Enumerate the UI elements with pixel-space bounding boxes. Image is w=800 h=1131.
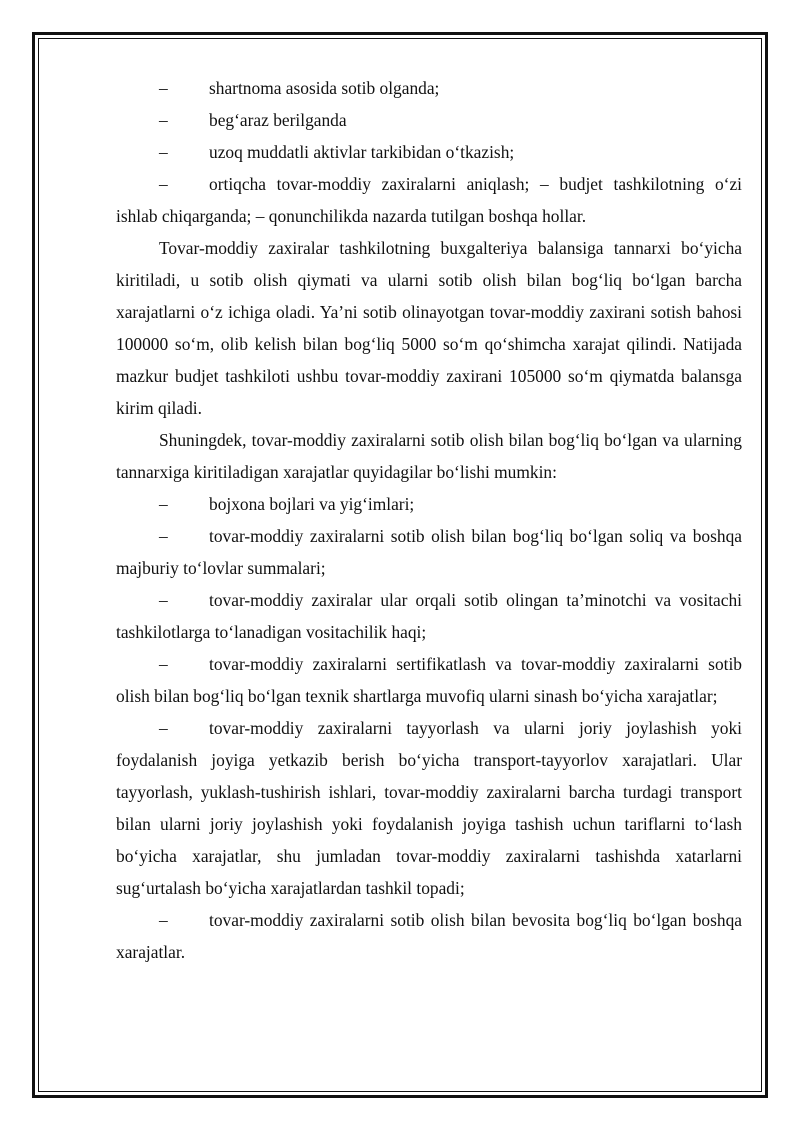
dash-bullet: – xyxy=(159,718,168,738)
list-item-text: ortiqcha tovar-moddiy zaxiralarni aniqlash; – budjet tashkilotning o‘zi ishlab chiqarganda; – qonunchilikda nazarda tutilgan boshqa hollar. xyxy=(116,174,742,226)
document-body xyxy=(116,72,742,968)
list-item-text: shartnoma asosida sotib olganda; xyxy=(209,78,440,98)
list-item xyxy=(116,520,742,584)
dash-bullet: – xyxy=(159,110,168,130)
dash-bullet: – xyxy=(159,910,168,930)
dash-bullet: – xyxy=(159,174,168,194)
list-item-text: beg‘araz berilganda xyxy=(209,110,347,130)
dash-bullet: – xyxy=(159,494,168,514)
dash-bullet: – xyxy=(159,142,168,162)
list-item xyxy=(116,712,742,904)
list-item xyxy=(116,104,742,136)
list-item-text: uzoq muddatli aktivlar tarkibidan o‘tkazish; xyxy=(209,142,515,162)
list-item-text: tovar-moddiy zaxiralarni sotib olish bilan bog‘liq bo‘lgan soliq va boshqa majburiy to‘lovlar summalari; xyxy=(116,526,742,578)
list-item xyxy=(116,168,742,232)
list-item-text: tovar-moddiy zaxiralarni sotib olish bilan bevosita bog‘liq bo‘lgan boshqa xarajatlar. xyxy=(116,910,742,962)
list-item-text: tovar-moddiy zaxiralarni tayyorlash va ularni joriy joylashish yoki foydalanish joyiga yetkazib berish bo‘yicha transport-tayyorlov xarajatlari. Ular tayyorlash, yuklash-tushirish ishlari, tovar-moddiy zaxiralarni barcha turdagi transport bilan ularni joriy joylashish yoki foydalanish joyiga tashish uchun tariflarni to‘lash bo‘yicha xarajatlar, shu jumladan tovar-moddiy zaxiralarni tashishda xatarlarni sug‘urtalash bo‘yicha xarajatlardan tashkil topadi; xyxy=(116,718,742,898)
dash-bullet: – xyxy=(159,78,168,98)
list-item xyxy=(116,904,742,968)
list-item-text: bojxona bojlari va yig‘imlari; xyxy=(209,494,415,514)
paragraph: Tovar-moddiy zaxiralar tashkilotning buxgalteriya balansiga tannarxi bo‘yicha kiritiladi, u sotib olish qiymati va ularni sotib olish bilan bog‘liq bo‘lgan barcha xarajatlarni o‘z ichiga oladi. Ya’ni sotib olinayotgan tovar-moddiy zaxirani sotish bahosi 100000 so‘m, olib kelish bilan bog‘liq 5000 so‘m qo‘shimcha xarajat qilindi. Natijada mazkur budjet tashkiloti ushbu tovar-moddiy zaxirani 105000 so‘m qiymatda balansga kirim qiladi. xyxy=(116,238,742,418)
dash-bullet: – xyxy=(159,654,168,674)
list-item xyxy=(116,584,742,648)
list-item xyxy=(116,136,742,168)
dash-bullet: – xyxy=(159,526,168,546)
list-item xyxy=(116,648,742,712)
paragraph: Shuningdek, tovar-moddiy zaxiralarni sotib olish bilan bog‘liq bo‘lgan va ularning tannarxiga kiritiladigan xarajatlar quyidagilar bo‘lishi mumkin: xyxy=(116,430,742,482)
list-item xyxy=(116,72,742,104)
list-item-text: tovar-moddiy zaxiralarni sertifikatlash va tovar-moddiy zaxiralarni sotib olish bilan bog‘liq bo‘lgan texnik shartlarga muvofiq ularni sinash bo‘yicha xarajatlar; xyxy=(116,654,742,706)
list-item-text: tovar-moddiy zaxiralar ular orqali sotib olingan ta’minotchi va vositachi tashkilotlarga to‘lanadigan vositachilik haqi; xyxy=(116,590,742,642)
dash-bullet: – xyxy=(159,590,168,610)
list-item xyxy=(116,488,742,520)
